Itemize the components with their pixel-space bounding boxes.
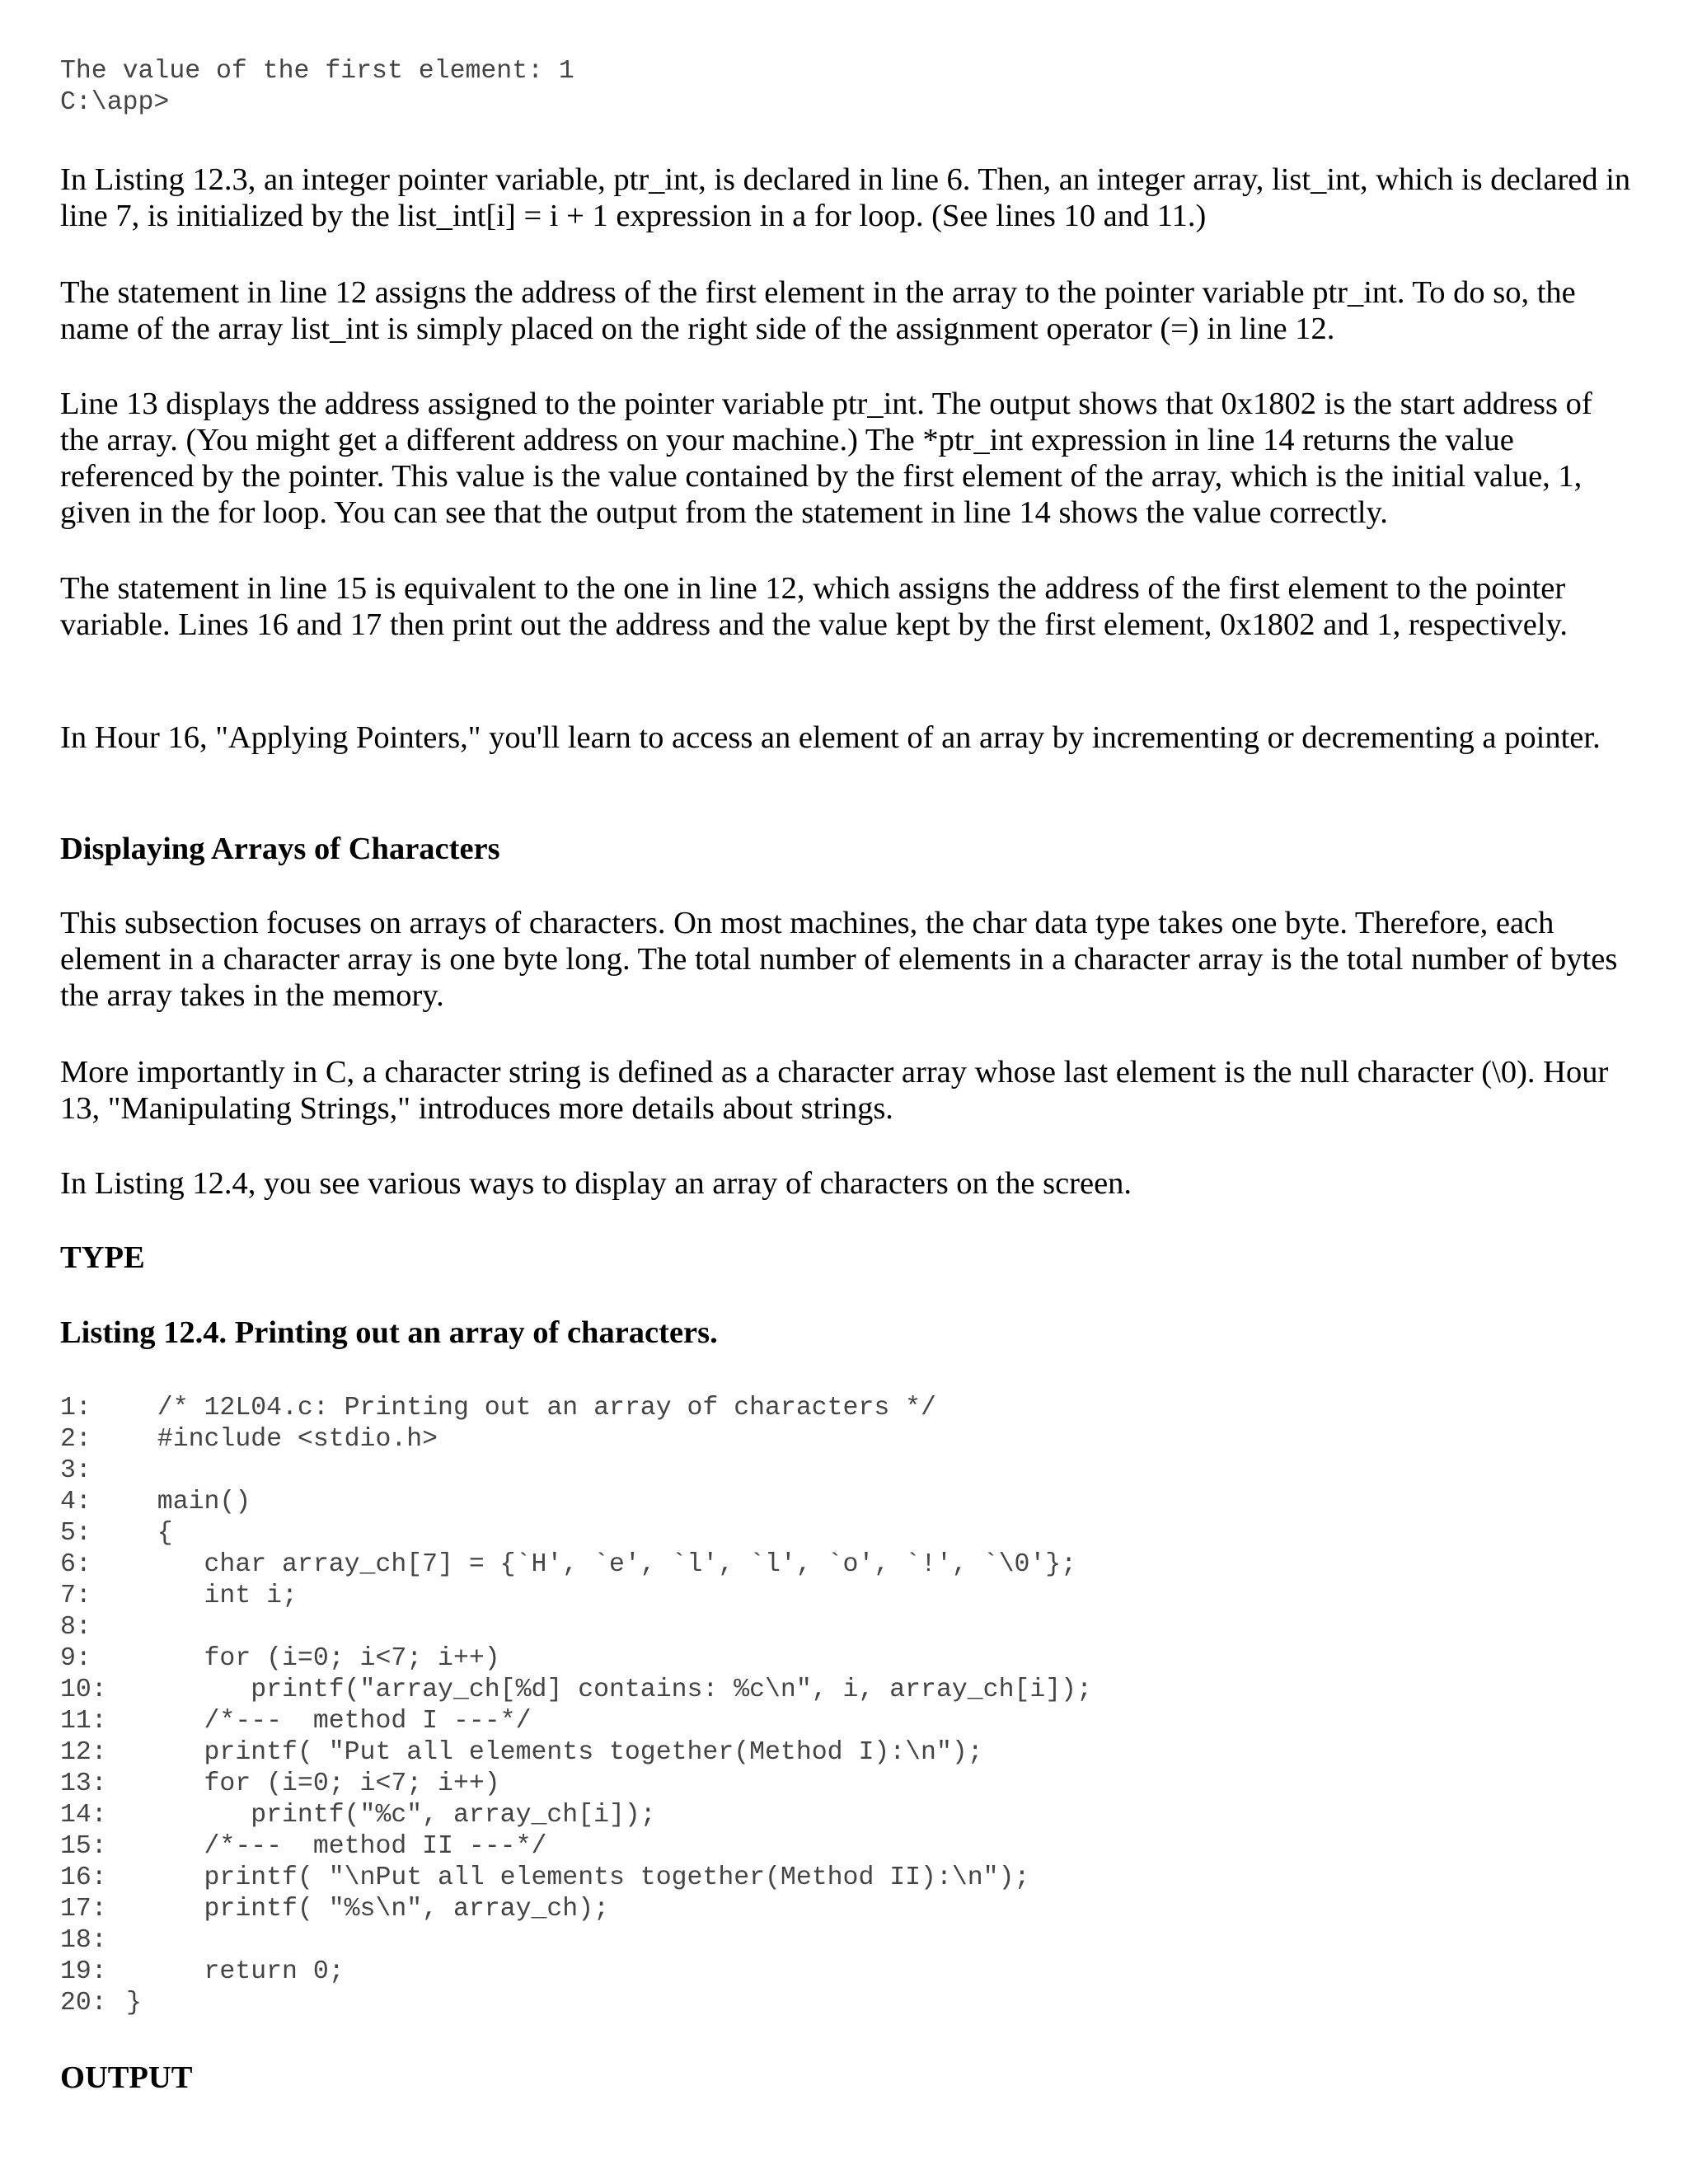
code-line: [60, 1675, 1092, 1706]
paragraph-null-character: More importantly in C, a character string is defined as a character array whose last element is the null character (\0). Hour 13, "Manipulating Strings," introduces more details about strings.: [60, 1055, 1609, 1126]
line-number: 5:: [60, 1519, 91, 1548]
code-text: int i;: [126, 1582, 298, 1610]
line-number: 16:: [60, 1863, 107, 1892]
code-line: [60, 1581, 1092, 1612]
code-line: [60, 1455, 1092, 1487]
line-number: 3:: [60, 1456, 91, 1485]
line-number: 20:: [60, 1989, 107, 2018]
type-label: TYPE: [60, 1240, 145, 1275]
line-number: 15:: [60, 1832, 107, 1861]
code-line: [60, 1612, 1092, 1643]
code-line: [60, 1894, 1092, 1925]
code-listing: [60, 1393, 1092, 2019]
console-output-line-1: The value of the first element: 1: [60, 57, 574, 86]
line-number: 10:: [60, 1675, 107, 1704]
code-line: [60, 1863, 1092, 1894]
paragraph-listing-12-4-intro: In Listing 12.4, you see various ways to display an array of characters on the screen.: [60, 1166, 1132, 1201]
code-text: printf("array_ch[%d] contains: %c\n", i, array_ch[i]);: [126, 1675, 1092, 1704]
code-line: [60, 1706, 1092, 1737]
code-line: [60, 1957, 1092, 1988]
code-line: [60, 1643, 1092, 1675]
code-text: main(): [126, 1488, 251, 1516]
code-line: [60, 1393, 1092, 1424]
code-text: #include <stdio.h>: [126, 1425, 438, 1454]
code-text: printf( "\nPut all elements together(Method II):\n");: [126, 1863, 1030, 1892]
line-number: 18:: [60, 1926, 107, 1955]
code-line: [60, 1424, 1092, 1455]
code-text: /*--- method II ---*/: [126, 1832, 547, 1861]
code-text: for (i=0; i<7; i++): [126, 1644, 500, 1673]
listing-title: Listing 12.4. Printing out an array of characters.: [60, 1315, 718, 1350]
paragraph-line-12-explanation: The statement in line 12 assigns the address of the first element in the array to the pointer variable ptr_int. To do so, the name of the array list_int is simply placed on the right side of the assignment operator (=) in line 12.: [60, 275, 1576, 346]
code-line: [60, 1769, 1092, 1800]
code-text: printf( "%s\n", array_ch);: [126, 1895, 609, 1924]
paragraph-hour-16-reference: In Hour 16, "Applying Pointers," you'll learn to access an element of an array by incrementing or decrementing a pointer.: [60, 720, 1601, 755]
code-text: }: [126, 1989, 142, 2018]
code-text: char array_ch[7] = {`H', `e', `l', `l', `o', `!', `\0'};: [126, 1550, 1077, 1579]
line-number: 1:: [60, 1394, 91, 1422]
code-text: return 0;: [126, 1957, 345, 1986]
code-line: [60, 1988, 1092, 2019]
output-label: OUTPUT: [60, 2060, 193, 2095]
line-number: 17:: [60, 1895, 107, 1924]
line-number: 2:: [60, 1425, 91, 1454]
line-number: 12:: [60, 1738, 107, 1767]
code-text: /* 12L04.c: Printing out an array of characters */: [126, 1394, 936, 1422]
line-number: 6:: [60, 1550, 91, 1579]
paragraph-line-15-17-explanation: The statement in line 15 is equivalent to the one in line 12, which assigns the address of the first element to the pointer variable. Lines 16 and 17 then print out the address and the value kept by the first element, 0x1802 and 1, respectively.: [60, 571, 1568, 642]
paragraph-listing-12-3-explanation: In Listing 12.3, an integer pointer variable, ptr_int, is declared in line 6. Then, an integer array, list_int, which is declared in line 7, is initialized by the list_int[i] = i + 1 expression in a for loop. (See lines 10 and 11.): [60, 162, 1631, 233]
paragraph-char-arrays-intro: This subsection focuses on arrays of characters. On most machines, the char data type takes one byte. Therefore, each element in a character array is one byte long. The total number of elements in a character array is the total number of bytes the array takes in the memory.: [60, 906, 1618, 1013]
code-text: {: [126, 1519, 173, 1548]
code-line: [60, 1831, 1092, 1863]
line-number: 4:: [60, 1488, 91, 1516]
code-text: for (i=0; i<7; i++): [126, 1769, 500, 1798]
code-line: [60, 1800, 1092, 1831]
code-line: [60, 1549, 1092, 1581]
line-number: 14:: [60, 1801, 107, 1830]
code-line: [60, 1737, 1092, 1769]
line-number: 11:: [60, 1707, 107, 1736]
code-text: /*--- method I ---*/: [126, 1707, 532, 1736]
console-prompt-line: C:\app>: [60, 88, 170, 117]
code-text: printf("%c", array_ch[i]);: [126, 1801, 656, 1830]
line-number: 13:: [60, 1769, 107, 1798]
paragraph-line-13-14-explanation: Line 13 displays the address assigned to the pointer variable ptr_int. The output shows that 0x1802 is the start address of the array. (You might get a different address on your machine.) The *ptr_int expression in line 14 returns the value referenced by the pointer. This value is the value contained by the first element of the array, which is the initial value, 1, given in the for loop. You can see that the output from the statement in line 14 shows the value correctly.: [60, 387, 1592, 530]
line-number: 9:: [60, 1644, 91, 1673]
line-number: 19:: [60, 1957, 107, 1986]
line-number: 7:: [60, 1582, 91, 1610]
code-line: [60, 1925, 1092, 1957]
section-heading: Displaying Arrays of Characters: [60, 832, 500, 866]
code-line: [60, 1518, 1092, 1549]
code-line: [60, 1487, 1092, 1518]
line-number: 8:: [60, 1613, 91, 1642]
code-text: printf( "Put all elements together(Method I):\n");: [126, 1738, 983, 1767]
